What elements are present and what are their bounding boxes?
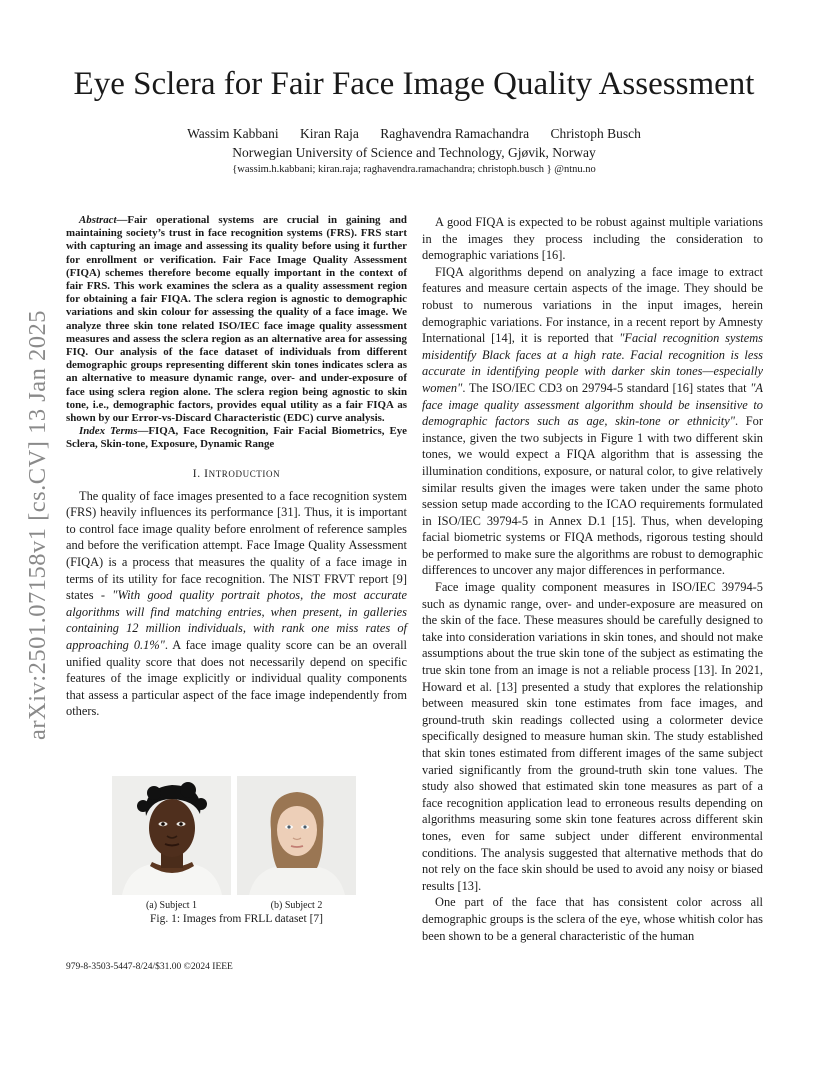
abstract-text: —Fair operational systems are crucial in gaining and maintaining society’s trust in face recognition systems (FRS). FRS start with capturing an image and assessing its quality before using it further for enrollment or verification. Fair Face Image Quality Assessment (FIQA) schemes therefore become equally important in the context of fair FRS. This work examines the sclera as a quality assessment region for obtaining a fair FIQA. The sclera region is agnostic to demographic variations and skin colour for assessing the quality of a face image. We analyze three skin tone related ISO/IEC face image quality assessment measures and assess the sclera region as an alternative area for assessing FIQ. Our analysis of the face dataset of individuals from different demographic groups representing different skin tones indicates sclera as an alternative to measure dynamic range, over- and under-exposure of face using sclera region alone. The sclera region being agnostic to skin tone, i.e., demographic factors, provides equal utility as a fair FIQA as shown by our Error-vs-Discard Characteristic (EDC) curve analysis.: [66, 214, 407, 425]
subject-1-photo: [112, 776, 231, 895]
author-2: Kiran Raja: [300, 126, 359, 141]
right-paragraph-1: A good FIQA is expected to be robust against multiple variations in the images they process including the consideration to demographic variations [16].: [422, 215, 763, 263]
intro-paragraph-1: The quality of face images presented to a face recognition system (FRS) heavily influences its performance [31]. Thus, it is important to control face image quality before enrolment of reference samples and before the verification attempt. Face Image Quality Assessment (FIQA) is a process that measures the quality of a face image in terms of its utility for face recognition. The NIST FRVT report [9] states - "With good quality portrait photos, the most accurate algorithms will find matching entries, when present, in galleries containing 12 million individuals, with rank one miss rates of approaching 0.1%". A face image quality score can be an overall unified quality score that does not necessarily depend on specific features of the image explicitly or individual quality components that assess a particular aspect of the face image independently from others.: [66, 488, 408, 719]
index-terms: [66, 425, 407, 451]
iso-quote: "A face image quality assessment algorithm should be insensitive to demographic factors such as age, skin-tone or ethnicity": [422, 380, 763, 429]
author-4: Christoph Busch: [550, 126, 641, 141]
right-paragraph-4: One part of the face that has consistent color across all demographic groups is the sclera of the eye, whose whitish color has been shown to be a general characteristic of the human: [422, 895, 763, 943]
author-3: Raghavendra Ramachandra: [380, 126, 530, 141]
left-column: [66, 214, 407, 720]
right-paragraph-2: FIQA algorithms depend on analyzing a face image to extract features and measure certain aspects of the image. They should be robust to numerous variations in the input images, herein demographic variations. For instance, in a recent report by Amnesty International [14], it is reported that "Facial recognition systems misidentify Black faces at a high rate. Facial recognition is less accurate in identifying people with darker skin tones—especially women". The ISO/IEC CD3 on 29794-5 standard [16] states that "A face image quality assessment algorithm should be insensitive to demographic factors such as age, skin-tone or ethnicity". For instance, given the two subjects in Figure 1 with two different skin tones, we would expect a FIQA algorithm that is assessing the illumination conditions, exposure, or natural color, to give relatively similar results given the images were taken under the same photo session setup made according to the ICAO requirements formulated in ISO/IEC 39794-5 in Annex D.1 [15]. Thus, when developing facial biometric systems or FIQA methods, rigorous testing should be performed to make sure the algorithms are robust to demographic differences to uncover any major differences in performance.: [422, 264, 764, 578]
right-column: [422, 214, 763, 944]
copyright-footer: 979-8-3503-5447-8/24/$31.00 ©2024 IEEE: [66, 962, 233, 972]
figure-1-caption: Fig. 1: Images from FRLL dataset [7]: [150, 913, 323, 925]
right-paragraph-3: Face image quality component measures in ISO/IEC 39794-5 such as dynamic range, over- and under-exposure are measured on the skin of the face. These measures should be carefully designed to take into consideration variations in skin tones, and should not make assumptions about the true skin tone of the subject as estimating the true skin tone from an image is not a reliable process [13]. In 2021, Howard et al. [13] presented a study that explores the relationship between measured skin tone estimates from face images, and ground-truth skin readings collected using a colormeter device specifically designed to measure human skin. The study established that skin tones estimated from different images of the same subject varied significantly from the ground-truth skin tone values. The study also showed that estimated skin tone measures as part of a face recognition application lead to erroneous results depending on algorithms measuring some skin tone features across different skin tones, even for same subject under different environmental conditions. The analysis suggested that alternative methods that do not rely on the face skin should be used to avoid any noisy or biased results [13].: [422, 580, 763, 893]
nist-quote: "With good quality portrait photos, the most accurate algorithms will find matching entries, when present, in galleries containing 12 million individuals, with rank one miss rates of approaching 0.1%": [66, 588, 407, 652]
author-list: [60, 126, 768, 142]
amnesty-quote: "Facial recognition systems misidentify Black faces at a high rate. Facial recognition is less accurate in identifying people with darker skin tones—especially women": [422, 331, 764, 395]
subfigure-a-caption: (a) Subject 1: [145, 900, 198, 911]
subject-2-photo: [237, 776, 356, 895]
affiliation: Norwegian University of Science and Technology, Gjøvik, Norway: [232, 145, 596, 160]
abstract-label: Abstract: [79, 214, 117, 226]
subfigure-b-caption: (b) Subject 2: [270, 900, 323, 911]
section-heading-introduction: I. INTRODUCTION: [192, 467, 281, 480]
index-terms-label: Index Terms: [79, 425, 138, 438]
paper-title: Eye Sclera for Fair Face Image Quality Assessment: [73, 66, 755, 102]
author-1: Wassim Kabbani: [187, 126, 279, 141]
index-terms-text: —FIQA, Face Recognition, Fair Facial Biometrics, Eye Sclera, Skin-tone, Exposure, Dynamic Range: [66, 425, 407, 451]
figure-1: [112, 776, 356, 896]
arxiv-stamp: arXiv:2501.07158v1 [cs.CV] 13 Jan 2025: [24, 309, 51, 741]
abstract: [66, 214, 407, 425]
author-emails: {wassim.h.kabbani; kiran.raja; raghavendra.ramachandra; christoph.busch } @ntnu.no: [232, 164, 596, 175]
